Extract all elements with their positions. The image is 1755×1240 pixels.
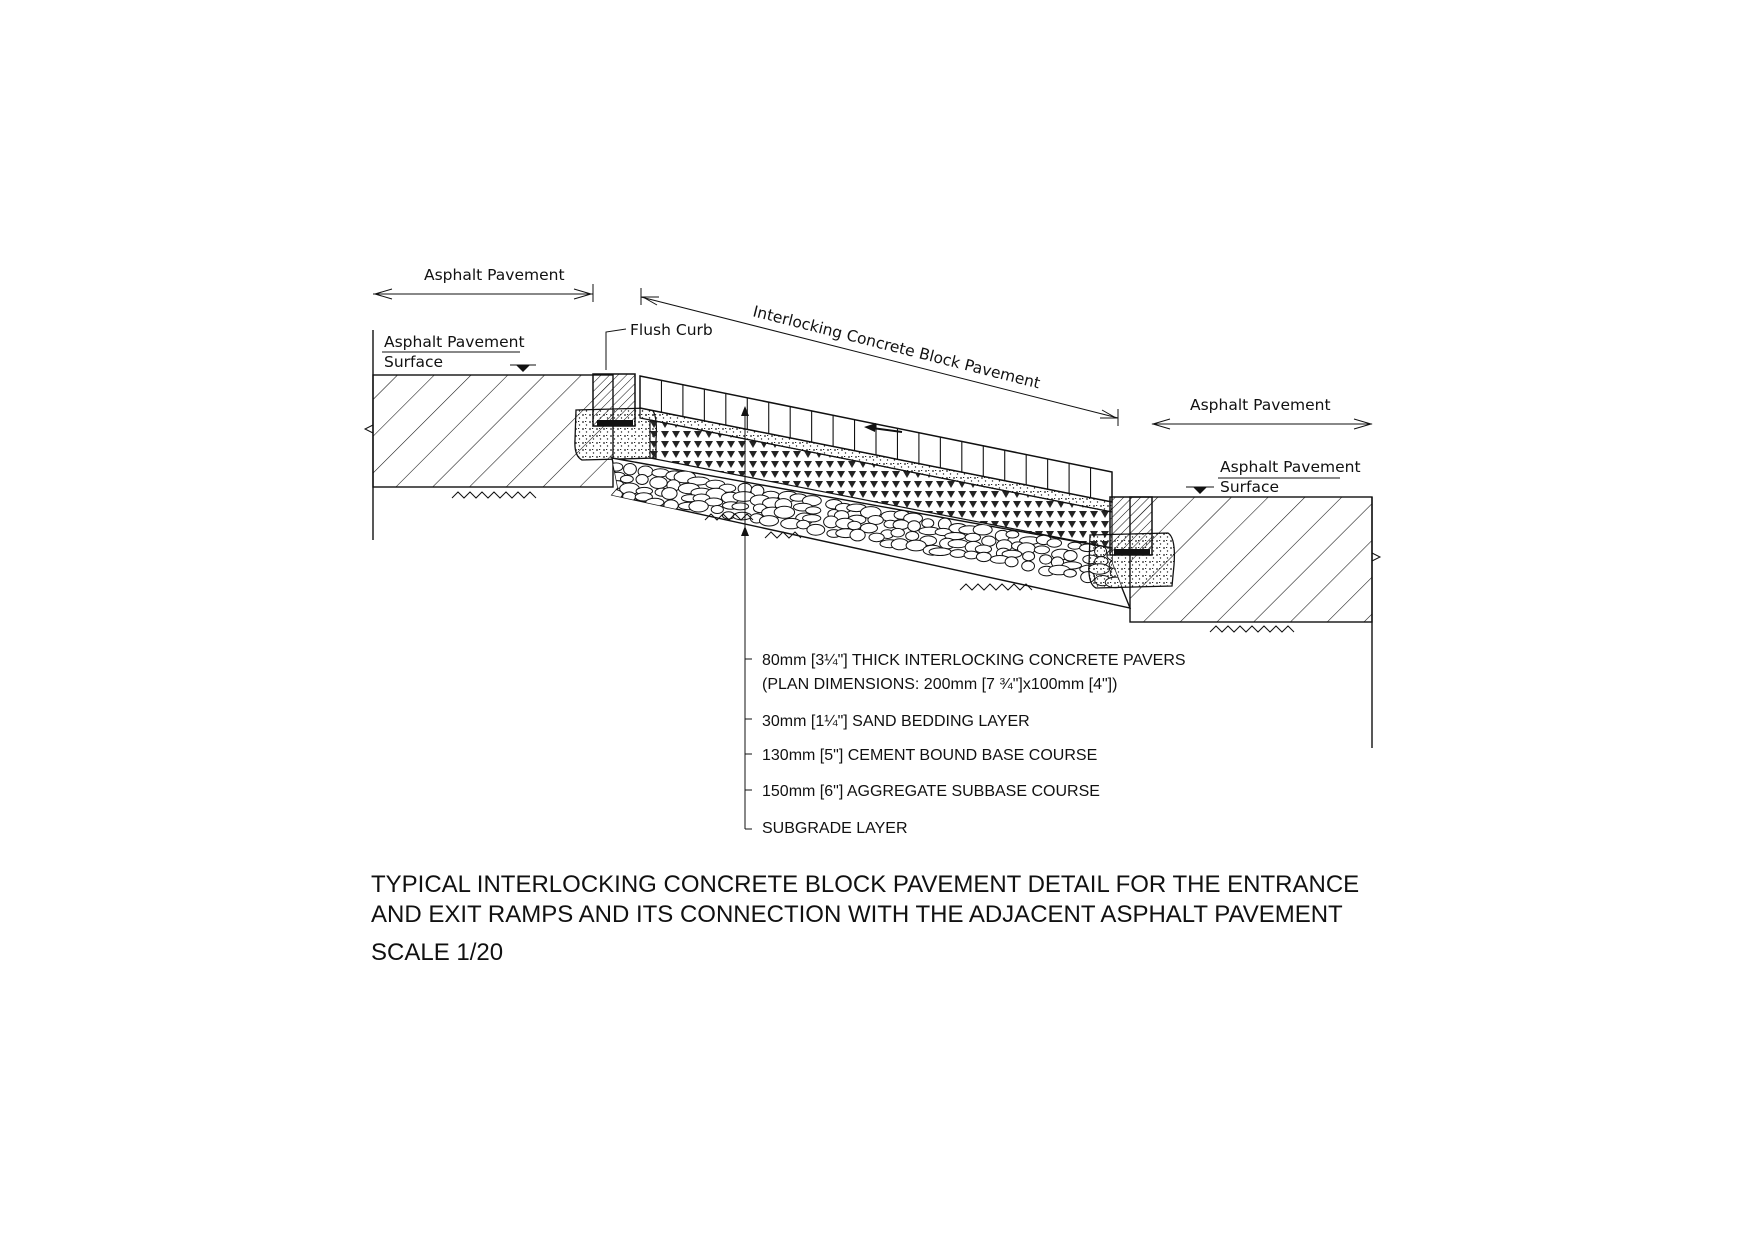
layer-sand-note: 30mm [1¼"] SAND BEDDING LAYER (762, 713, 1030, 730)
right-flush-curb (1110, 497, 1152, 555)
layer-subgrade-note: SUBGRADE LAYER (762, 820, 908, 837)
block-pavement-label: Interlocking Concrete Block Pavement (751, 302, 1042, 393)
right-asphalt-dimension (1152, 419, 1372, 429)
right-asphalt-label: Asphalt Pavement (1190, 396, 1331, 414)
drawing-title-line-2: AND EXIT RAMPS AND ITS CONNECTION WITH THE ADJACENT ASPHALT PAVEMENT (371, 901, 1343, 928)
right-surface-label-2: Surface (1220, 478, 1280, 496)
drawing-scale: SCALE 1/20 (371, 939, 504, 966)
right-surface-marker (1193, 487, 1207, 494)
right-surface-label-1: Asphalt Pavement (1220, 458, 1361, 476)
layer-cement-base-note: 130mm [5"] CEMENT BOUND BASE COURSE (762, 747, 1098, 764)
flush-curb-label: Flush Curb (630, 321, 713, 339)
left-surface-label-1: Asphalt Pavement (384, 333, 525, 351)
left-surface-marker (516, 365, 530, 372)
drawing-title-line-1: TYPICAL INTERLOCKING CONCRETE BLOCK PAVEMENT DETAIL FOR THE ENTRANCE (371, 871, 1360, 898)
layer-pavers-dimensions-note: (PLAN DIMENSIONS: 200mm [7 ¾"]x100mm [4"]) (762, 676, 1118, 693)
layer-subbase-note: 150mm [6"] AGGREGATE SUBBASE COURSE (762, 783, 1100, 800)
left-asphalt-label: Asphalt Pavement (424, 266, 565, 284)
flush-curb-leader (606, 329, 626, 370)
left-surface-label-2: Surface (384, 353, 444, 371)
layer-pavers-note: 80mm [3¼"] THICK INTERLOCKING CONCRETE PAVERS (762, 652, 1186, 669)
left-flush-curb (593, 374, 635, 426)
left-asphalt-dimension (373, 284, 593, 302)
